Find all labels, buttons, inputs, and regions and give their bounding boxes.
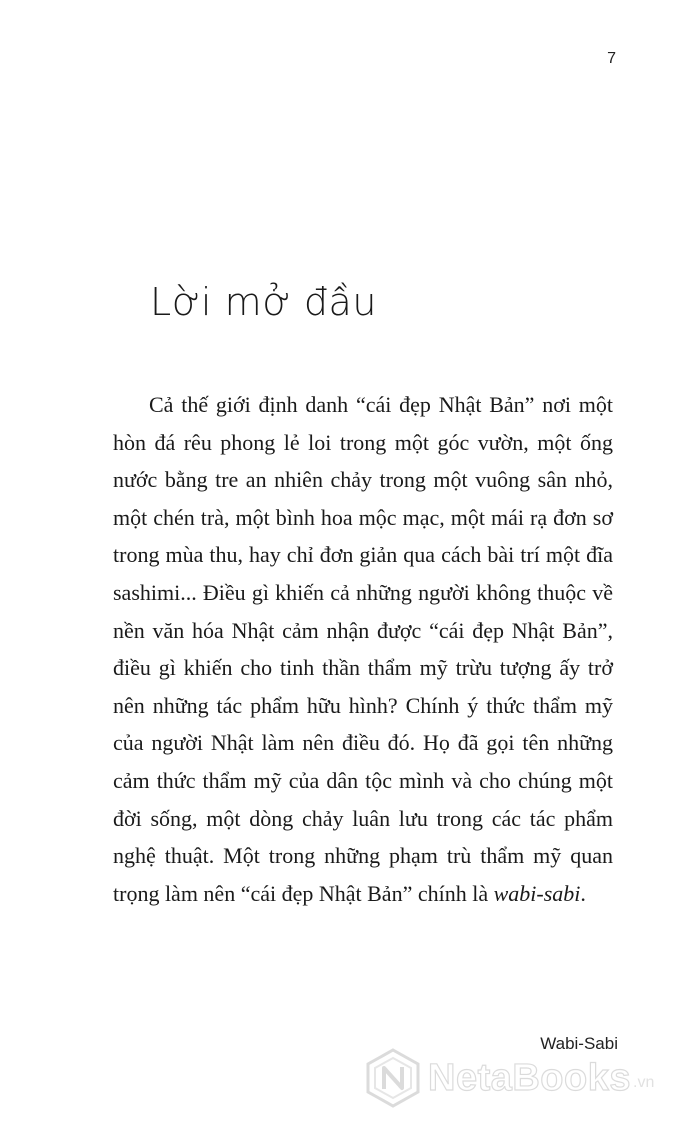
body-paragraph xyxy=(113,386,613,912)
chapter-title: Lời mở đầu xyxy=(150,280,377,324)
watermark xyxy=(364,1046,684,1110)
page-number: 7 xyxy=(607,50,616,67)
running-footer-title: Wabi-Sabi xyxy=(540,1034,618,1053)
body-text-end: . xyxy=(580,880,586,906)
watermark-brand: NetaBooks xyxy=(428,1056,631,1099)
netabooks-logo-icon xyxy=(364,1047,422,1109)
body-text-main: Cả thế giới định danh “cái đẹp Nhật Bản” nơi một hòn đá rêu phong lẻ loi trong một góc vườn, một ống nước bằng tre an nhiên chảy trong một vuông sân nhỏ, một chén trà, một bình hoa mộc mạc, một mái rạ đơn sơ trong mùa thu, hay chỉ đơn giản qua cách bài trí một đĩa sashimi... Điều gì khiến cả những người không thuộc về nền văn hóa Nhật cảm nhận được “cái đẹp Nhật Bản”, điều gì khiến cho tinh thần thẩm mỹ trừu tượng ấy trở nên những tác phẩm hữu hình? Chính ý thức thẩm mỹ của người Nhật làm nên điều đó. Họ đã gọi tên những cảm thức thẩm mỹ của dân tộc mình và cho chúng một đời sống, một dòng chảy luân lưu trong các tác phẩm nghệ thuật. Một trong những phạm trù thẩm mỹ quan trọng làm nên “cái đẹp Nhật Bản” chính là xyxy=(113,392,613,906)
body-text-emphasis: wabi-sabi xyxy=(493,880,581,906)
watermark-suffix: .vn xyxy=(633,1074,655,1091)
